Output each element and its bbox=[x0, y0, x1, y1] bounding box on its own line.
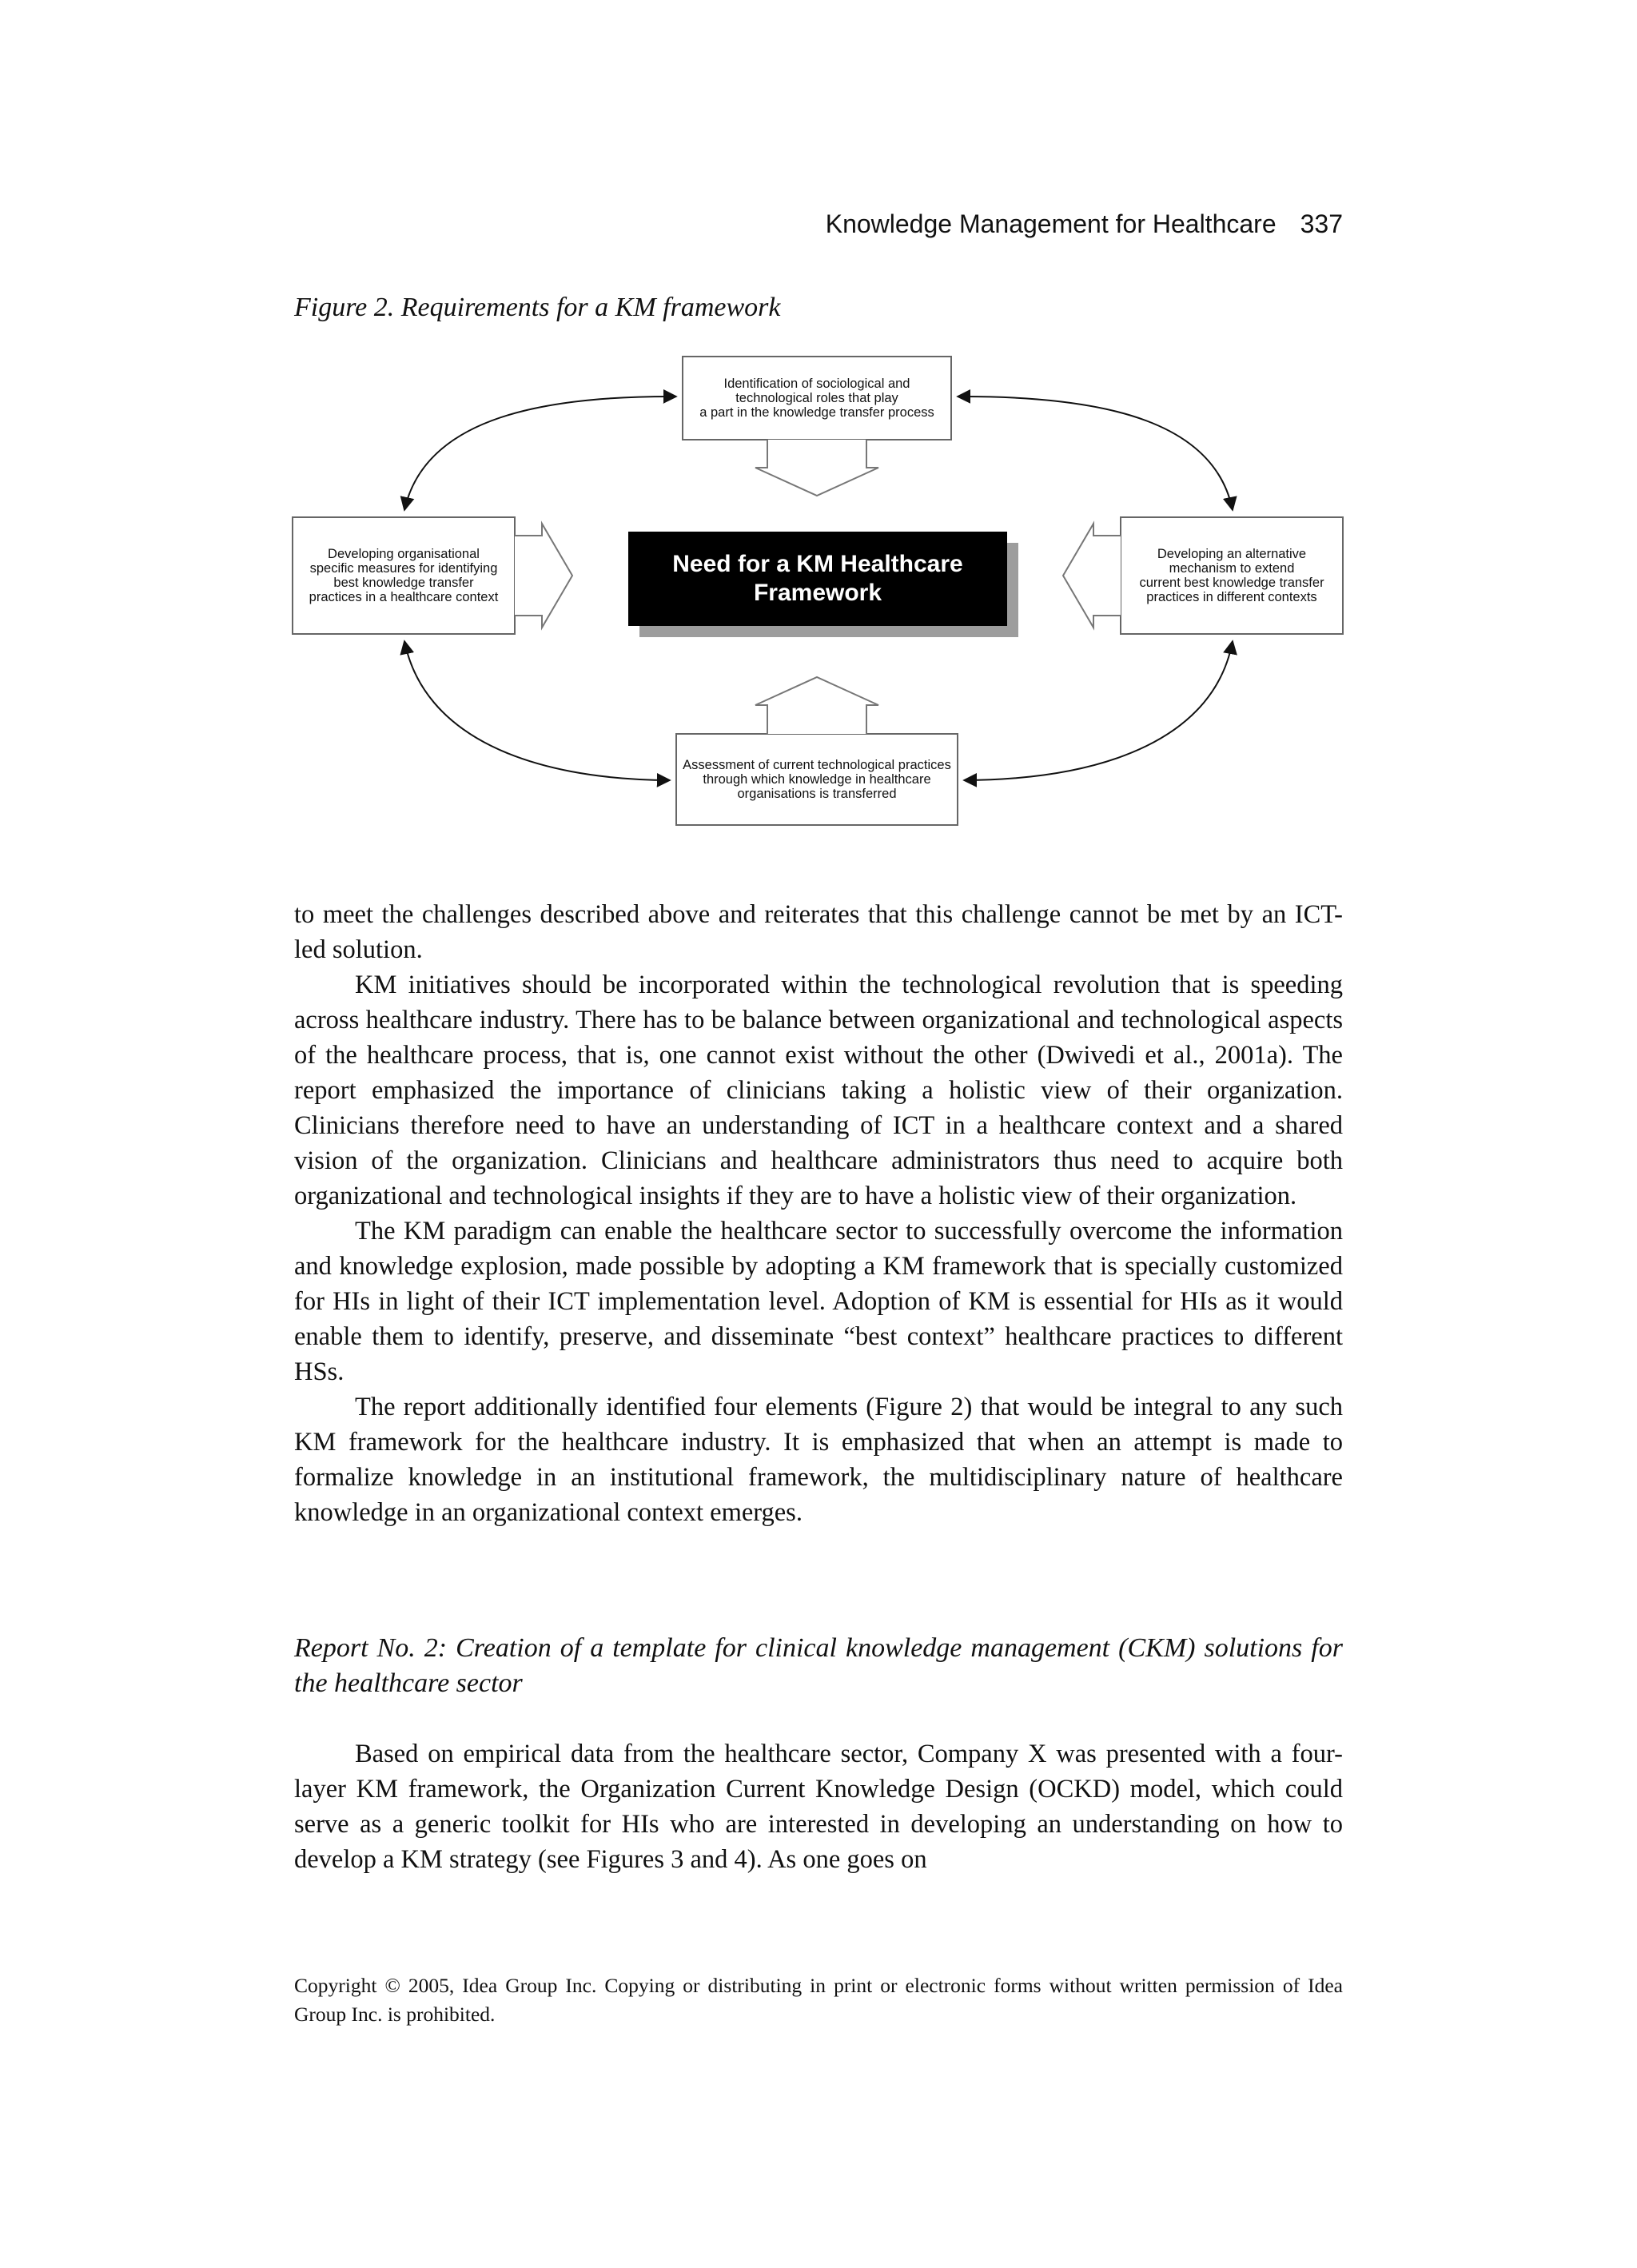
copyright-notice: Copyright © 2005, Idea Group Inc. Copying or distributing in print or electronic forms without written permission of Idea Group Inc. is prohibited. bbox=[294, 1974, 1343, 2026]
top-right-connector bbox=[958, 397, 1233, 510]
section-heading: Report No. 2: Creation of a template for clinical knowledge management (CKM) solutions for the healthcare sector bbox=[294, 1633, 1343, 1698]
body-text bbox=[294, 897, 1343, 1530]
page-number: 337 bbox=[1300, 209, 1343, 238]
section-body bbox=[294, 1736, 1343, 1877]
paragraph-4: The report additionally identified four elements (Figure 2) that would be integral to any such KM framework for the healthcare industry. It is emphasized that when an attempt is made to formalize knowledge in an institutional framework, the multidisciplinary nature of healthcare knowledge in an organizational context emerges. bbox=[294, 1393, 1343, 1527]
bottom-block-arrow bbox=[755, 677, 878, 734]
section-paragraph: Based on empirical data from the healthcare sector, Company X was presented with a four-layer KM framework, the Organization Current Knowledge Design (OCKD) model, which could serve as a generic toolkit for HIs who are interested in developing an understanding on how to develop a KM strategy (see Figures 3 and 4). As one goes on bbox=[294, 1740, 1343, 1874]
paragraph-3: The KM paradigm can enable the healthcare sector to successfully overcome the information and knowledge explosion, made possible by adopting a KM framework that is specially customized for HIs in light of their ICT implementation level. Adoption of KM is essential for HIs as it would enable them to identify, preserve, and disseminate “best context” healthcare practices to different HSs. bbox=[294, 1217, 1343, 1386]
top-block-arrow bbox=[755, 440, 878, 496]
left-block-arrow bbox=[515, 524, 572, 628]
paragraph-1: to meet the challenges described above and reiterates that this challenge cannot be met by an ICT-led solution. bbox=[294, 900, 1343, 964]
figure-caption: Figure 2. Requirements for a KM framework bbox=[294, 293, 781, 322]
left-box-text: Developing organisational specific measures for identifying best knowledge transfer practices in a healthcare context bbox=[309, 547, 499, 604]
bottom-right-connector bbox=[964, 641, 1233, 780]
running-header bbox=[826, 209, 1343, 239]
central-box: Need for a KM Healthcare Framework bbox=[628, 532, 1007, 626]
bottom-box-text: Assessment of current technological practices through which knowledge in healthcare organisations is transferred bbox=[683, 758, 951, 801]
top-box-text: Identification of sociological and technological roles that play a part in the knowledge transfer process bbox=[699, 377, 934, 420]
right-block-arrow bbox=[1063, 524, 1121, 628]
km-requirements-diagram bbox=[288, 352, 1351, 831]
bottom-left-connector bbox=[404, 641, 670, 780]
running-title: Knowledge Management for Healthcare bbox=[825, 209, 1277, 238]
paragraph-2: KM initiatives should be incorporated within the technological revolution that is speeding across healthcare industry. There has to be balance between organizational and technological aspects of the healthcare process, that is, one cannot exist without the other (Dwivedi et al., 2001a). The report emphasized the importance of clinicians taking a holistic view of their organization. Clinicians therefore need to have an understanding of ICT in a healthcare context and a shared vision of the organization. Clinicians and healthcare administrators thus need to acquire both organizational and technological insights if they are to have a holistic view of their organization. bbox=[294, 971, 1343, 1210]
top-left-connector bbox=[404, 397, 676, 510]
right-box-text: Developing an alternative mechanism to extend current best knowledge transfer practices in different contexts bbox=[1139, 547, 1324, 604]
